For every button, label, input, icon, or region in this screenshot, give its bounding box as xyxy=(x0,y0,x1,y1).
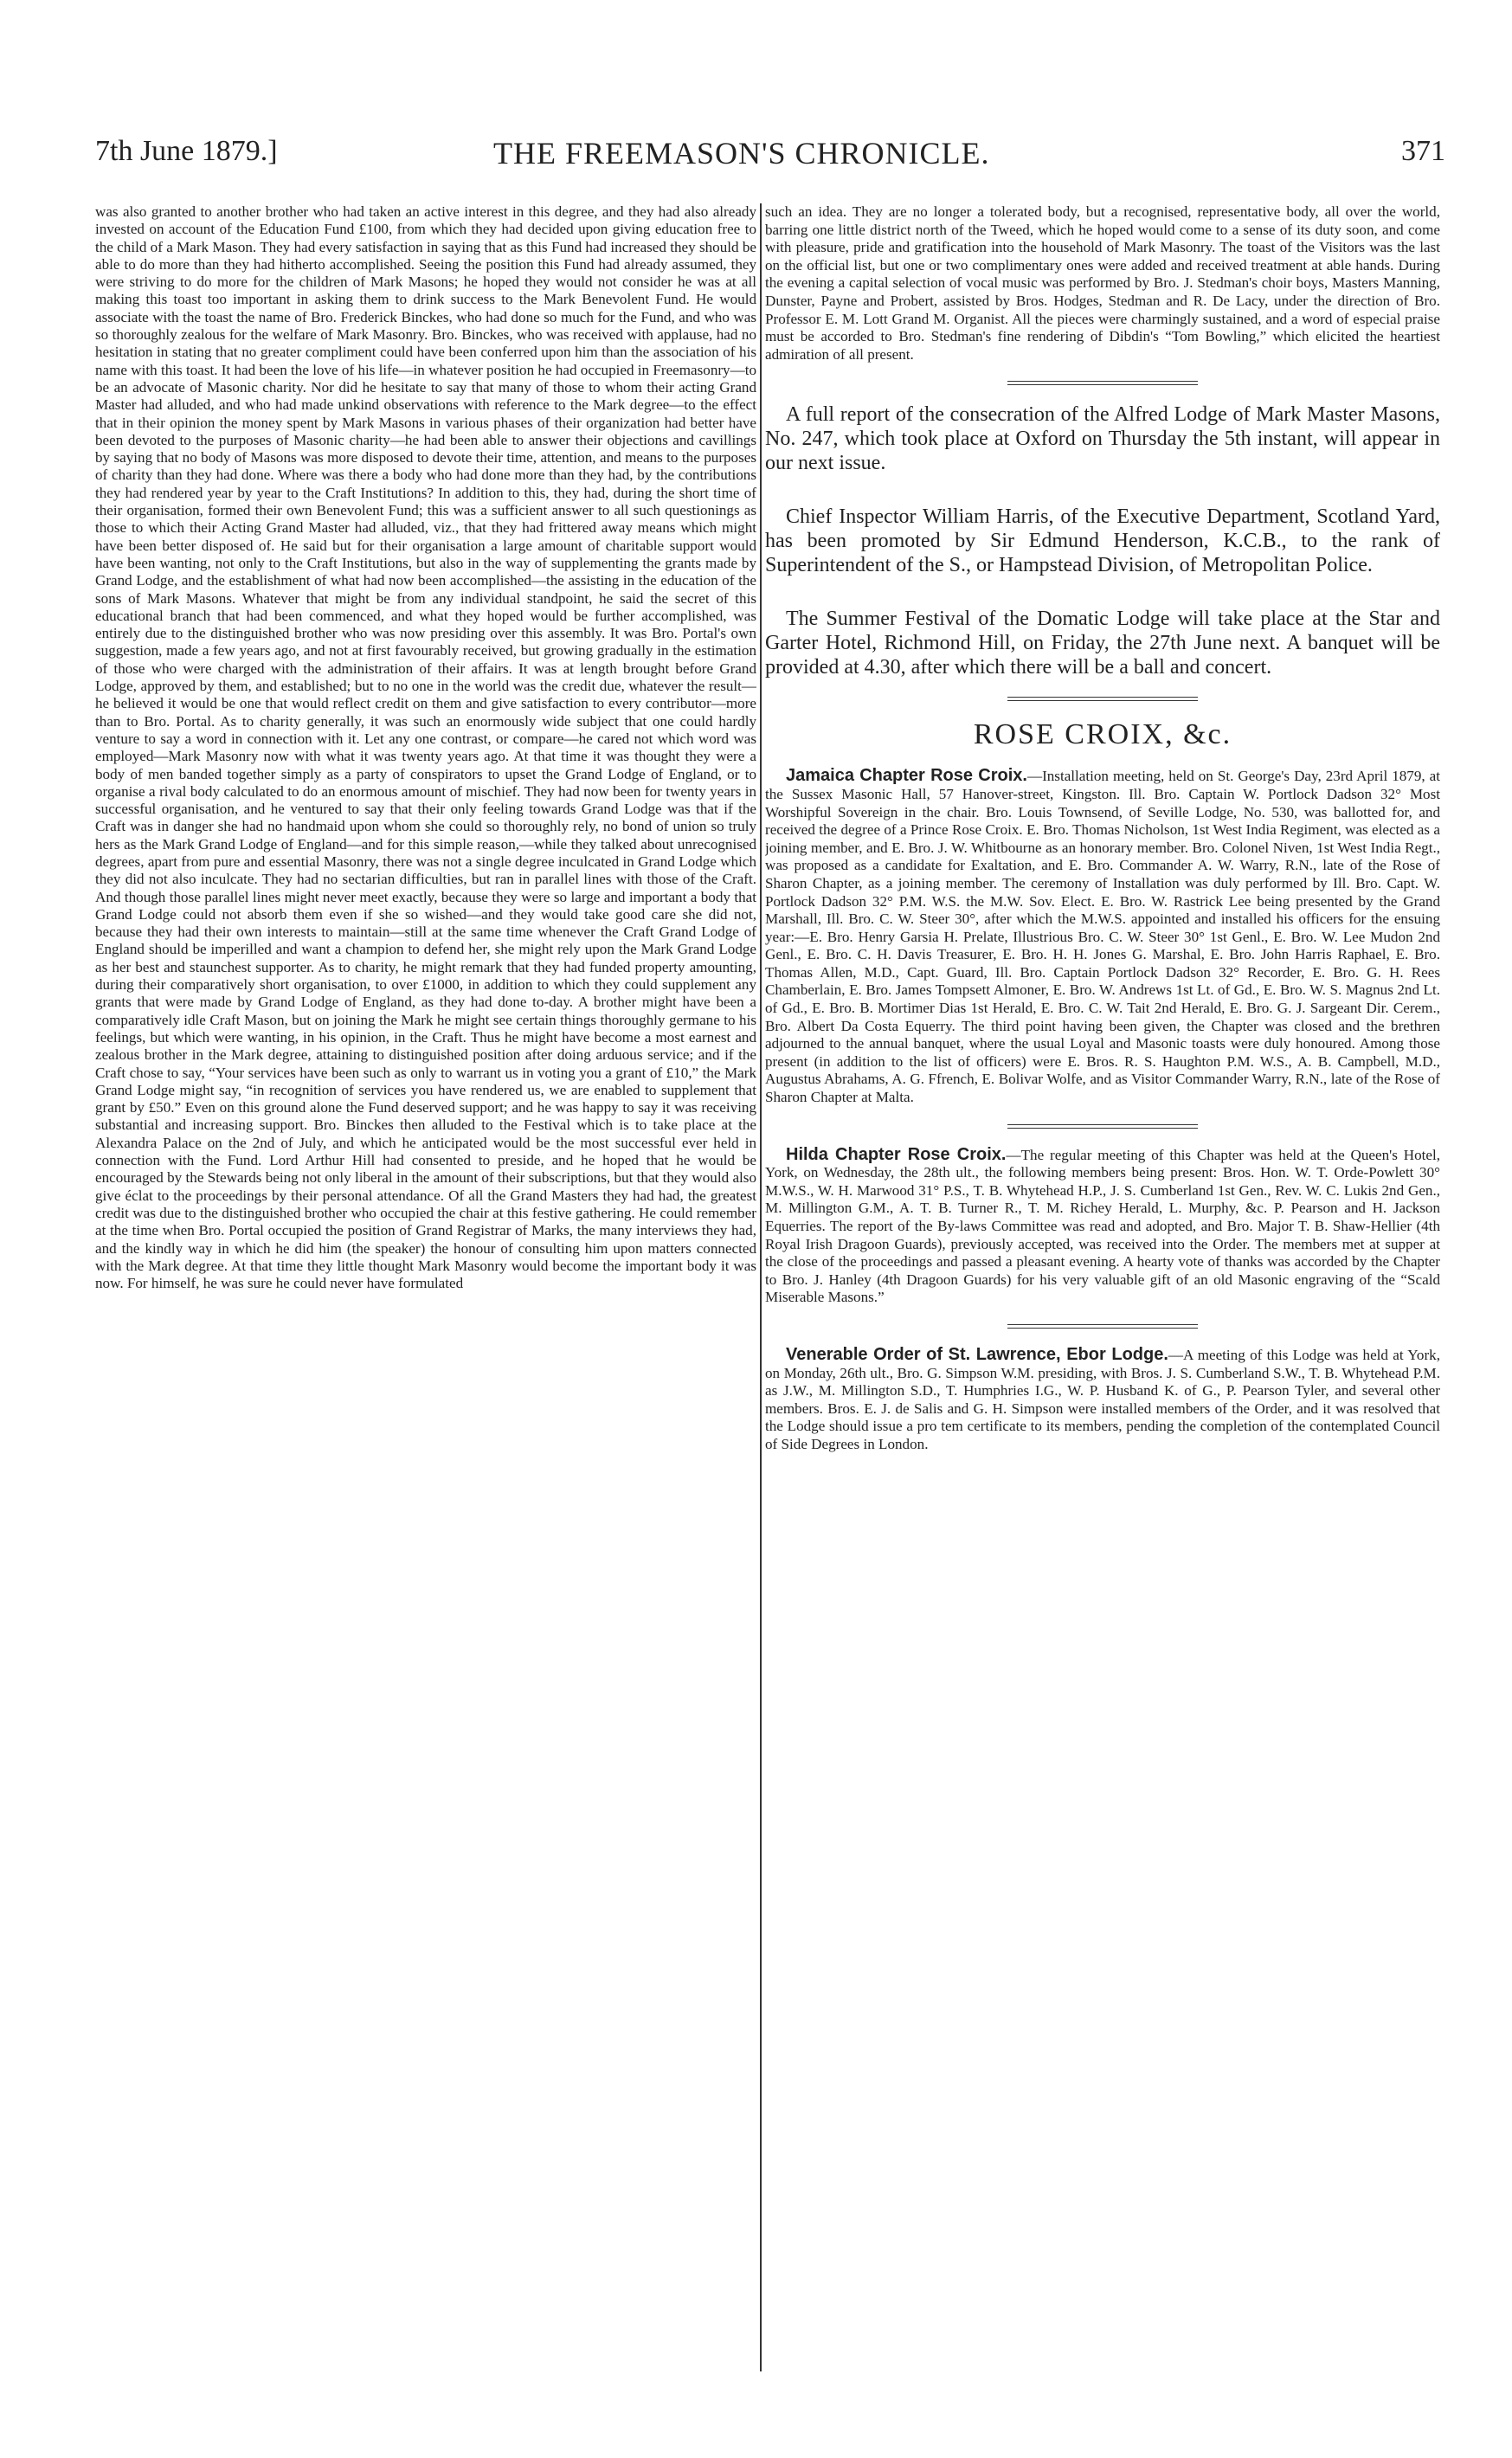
continuation-paragraph: such an idea. They are no longer a tolerated body, but a recognised, representative body, all over the world, barring one little district north of the Tweed, which he hoped would come to a sense of its duty soon, and come with pleasure, pride and gratification into the household of Mark Masonry. The toast of the Visitors was the last on the official list, but one or two complimentary ones were added and received treatment at able hands. During the evening a capital selection of vocal music was performed by Bro. J. Stedman's choir boys, Masters Manning, Dunster, Payne and Probert, assisted by Bros. Hodges, Stedman and R. De Lacy, under the direction of Bro. Professor E. M. Lott Grand M. Organist. All the pieces were charmingly sustained, and a word of especial praise must be accorded to Bro. Stedman's fine rendering of Dibdin's “Tom Bowling,” which elicited the heartiest admiration of all present. xyxy=(765,203,1440,363)
left-column xyxy=(95,203,756,2376)
report-st-lawrence xyxy=(765,1346,1440,1454)
spacer xyxy=(765,577,1440,607)
report-hilda-chapter xyxy=(765,1146,1440,1307)
issue-date: 7th June 1879.] xyxy=(95,135,278,167)
report-body: —The regular meeting of this Chapter was held at the Queen's Hotel, York, on Wednesday, the 28th ult., the following members being present: Bros. Hon. W. T. Orde-Powlett 30° M.W.S., W. H. Marwood 31° P.S., T. B. Whytehead H.P., J. S. Cumberland 1st Gen., Rev. W. C. Lukis 2nd Gen., M. Millington G.M., A. T. B. Turner R., T. M. Richey Herald, L. Murphy, &c. P. Pearson and H. Jackson Equerries. The report of the By-laws Committee was read and adopted, and Bro. Major T. B. Shaw-Hellier (4th Royal Irish Dragoon Guards), previously accepted, was received into the Order. The members met at supper at the close of the proceedings and passed a pleasant evening. A hearty vote of thanks was accorded by the Chapter to Bro. J. Hanley (4th Dragoon Guards) for his very valuable gift of an old Masonic engraving of the “Scald Miserable Masons.” xyxy=(765,1146,1440,1306)
notice-inspector-harris: Chief Inspector William Harris, of the Executive Department, Scotland Yard, has been promoted by Sir Edmund Henderson, K.C.B., to the rank of Superintendent of the S., or Hampstead Division, of Metropolitan Police. xyxy=(765,505,1440,577)
spacer xyxy=(765,475,1440,505)
notice-domatic-lodge: The Summer Festival of the Domatic Lodge will take place at the Star and Garter Hotel, Richmond Hill, on Friday, the 27th June next. A banquet will be provided at 4.30, after which there will be a ball and concert. xyxy=(765,608,1440,679)
report-heading: Jamaica Chapter Rose Croix. xyxy=(786,766,1027,786)
section-divider xyxy=(1007,381,1198,385)
right-column xyxy=(765,203,1440,2376)
notice-alfred-lodge: A full report of the consecration of the Alfred Lodge of Mark Master Masons, No. 247, which took place at Oxford on Thursday the 5th instant, will appear in our next issue. xyxy=(765,403,1440,475)
section-divider xyxy=(1007,1124,1198,1129)
column-divider xyxy=(760,203,762,2371)
section-divider xyxy=(1007,1324,1198,1329)
report-heading: Venerable Order of St. Lawrence, Ebor Lodge. xyxy=(786,1344,1168,1364)
section-heading-rose-croix: ROSE CROIX, &c. xyxy=(973,718,1232,751)
report-jamaica-chapter xyxy=(765,767,1440,1106)
page-number: 371 xyxy=(1401,135,1445,167)
left-column-text: was also granted to another brother who had taken an active interest in this degree, and they had also already invested on account of the Education Fund £100, from which they had decided upon giving education free to the child of a Mark Mason. They had every satisfaction in saying that as this Fund had increased they should be able to do more than they had hitherto accomplished. Seeing the position this Fund had already assumed, they were striving to do more for the children of Mark Masons; he hoped they would not consider he was at all making this toast too important in asking them to drink success to the Mark Benevolent Fund. He would associate with the toast the name of Bro. Frederick Binckes, who had done so much for the Fund, and who was so thoroughly zealous for the welfare of Mark Masonry. Bro. Binckes, who was received with applause, had no hesitation in stating that no greater compliment could have been conferred upon him than the association of his name with this toast. It had been the love of his life—in whatever position he had occupied in Freemasonry—to be an advocate of Masonic charity. Nor did he hesitate to say that many of those to whom their acting Grand Master had alluded, and who had made unkind observations with reference to the Mark degree—to the effect that in their opinion the money spent by Mark Masons in various phases of their organization had better have been devoted to the purposes of Masonic charity—he had been able to answer their objections and cavillings by saying that no body of Masons was more disposed to devote their time, attention, and means to the purposes of charity than they had done. Where was there a body who had done more than they had, by the contributions they had rendered year by year to the Craft Institutions? In addition to this, they had, during the short time of their organisation, formed their own Benevolent Fund; this was a sufficient answer to all such questionings as those to which their Acting Grand Master had alluded, viz., that they had frittered away means which might have been better disposed of. He said but for their organisation a large amount of charitable support would have been wanting, not only to the Craft Institutions, but also in the way of supplementing the grants made by Grand Lodge, and the establishment of what had now been accomplished—the assisting in the education of the sons of Mark Masons. Whatever that might be from any individual standpoint, he said the secret of this educational branch that had been commenced, and what they hoped would be further accomplished, was entirely due to the distinguished brother who was now presiding over this assembly. It was Bro. Portal's own suggestion, made a few years ago, and not at first favourably received, but growing gradually in the estimation of those who were charged with the administration of their affairs. It was at length brought before Grand Lodge, approved by them, and established; but to no one in the world was the credit due, whatever the result—he believed it would be one that would reflect credit on them and give satisfaction to every contributor—more than to Bro. Portal. As to charity generally, it was such an enormously wide subject that one could hardly venture to say a word in connection with it. Let any one contrast, or compare—he cared not which word was employed—Mark Masonry now with what it was twenty years ago. At that time it was thought they were a body of men banded together simply as a party of conspirators to upset the Grand Lodge of England, or to organise a rival body calculated to do an enormous amount of mischief. They had now been for twenty years in successful organisation, and he ventured to say that their only feeling towards Grand Lodge was that if the Craft was in danger she had no handmaid upon whom she could so thoroughly rely, no bond of union so truly hers as the Mark Grand Lodge of England—and for this simple reason,—while they talked about unrecognised degrees, apart from pure and essential Masonry, there was not a single degree inculcated in Grand Lodge which they did not also inculcate. They had no sectarian difficulties, but ran in parallel lines with those of the Craft. And though those parallel lines might never meet exactly, because they were so large and important a body that Grand Lodge could not absorb them even if she so wished—and they would take good care she did not, because they had their own interests to maintain—still at the same time whenever the Craft Grand Lodge of England should be imperilled and want a champion to defend her, she might rely upon the Mark Grand Lodge as her best and staunchest supporter. As to charity, he might remark that they had funded property amounting, during their comparatively short organisation, to over £1000, in addition to which they could supplement any grants that were made by Grand Lodge of England, as they had done to-day. A brother might have been a comparatively idle Craft Mason, but on joining the Mark he might see certain things thoroughly germane to his feelings, but which were wanting, in his opinion, in the Craft. Thus he might have become a most earnest and zealous brother in the Mark degree, attaining to distinguished position after doing arduous service; and if the Craft chose to say, “Your services have been such as only to warrant us in voting you a grant of £10,” the Mark Grand Lodge might say, “in recognition of services you have rendered us, we are enabled to supplement that grant by £50.” Even on this ground alone the Fund deserved support; and he was happy to say it was receiving substantial and increasing support. Bro. Binckes then alluded to the Festival which is to take place at the Alexandra Palace on the 2nd of July, and which he anticipated would be the most successful ever held in connection with the Fund. Lord Arthur Hill had consented to preside, and he hoped that he would be encouraged by the Stewards being not only liberal in the amount of their subscriptions, but that they would also give éclat to the proceedings by their personal attendance. Of all the Grand Masters they had had, the greatest credit was due to the distinguished brother who occupied the chair at this festive gathering. He could remember at the time when Bro. Portal occupied the position of Grand Registrar of Marks, the many interviews they had, and the kindly way in which he did him (the speaker) the honour of consulting him upon matters connected with the Mark degree. At that time they little thought Mark Masonry would become the important body it was now. For himself, he was sure he could never have formulated xyxy=(95,203,756,1292)
report-body: —Installation meeting, held on St. George's Day, 23rd April 1879, at the Sussex Masonic Hall, 57 Hanover-street, Kingston. Ill. Bro. Captain W. Portlock Dadson 32° Most Worshipful Sovereign in the chair. Bro. Louis Townsend, of Seville Lodge, No. 530, was ballotted for, and received the degree of a Prince Rose Croix. E. Bro. Thomas Nicholson, 1st West India Regiment, was elected as a joining member, and E. Bro. J. W. Whitbourne as an honorary member. Bro. Colonel Niven, 1st West India Regt., was proposed as a candidate for Exaltation, and E. Bro. Commander A. W. Warry, R.N., late of the Rose of Sharon Chapter, as a joining member. The ceremony of Installation was duly performed by Ill. Bro. Capt. W. Portlock Dadson 32° P.M. W.S. the M.W. Sov. Elect. E. Bro. W. Rastrick Lee being presented by the Grand Marshall, Ill. Bro. C. W. Steer 30°, after which the M.W.S. appointed and installed his officers for the ensuing year:—E. Bro. Henry Garsia H. Prelate, Illustrious Bro. C. W. Steer 30° 1st Genl., E. Bro. W. Lee Mudon 2nd Genl., E. Bro. C. H. Davis Treasurer, E. Bro. H. H. Jones G. Marshal, E. Bro. John Harris Raphael, E. Bro. Thomas Allen, M.D., Capt. Guard, Ill. Bro. Captain Portlock Dadson 32° Recorder, E. Bro. G. H. Rees Chamberlain, E. Bro. James Tompsett Almoner, E. Bro. W. Andrews 1st Lt. of Gd., E. Bro. W. S. Magnus 2nd Lt. of Gd., E. Bro. B. Mortimer Dias 1st Herald, E. Bro. C. W. Tait 2nd Herald, E. Bro. G. J. Sargeant Dir. Cerem., Bro. Albert Da Costa Equerry. The third point having been given, the Chapter was closed and the brethren adjourned to the annual banquet, where the usual Loyal and Masonic toasts were duly honoured. Among those present (in addition to the list of officers) were E. Bros. R. S. Haughton P.M. W.S., A. B. Campbell, M.D., Augustus Abrahams, A. G. Ffrench, E. Bolivar Wolfe, and as Visitor Commander Warry, R.N., late of the Rose of Sharon Chapter at Malta. xyxy=(765,768,1440,1106)
running-header xyxy=(95,135,1445,187)
report-heading: Hilda Chapter Rose Croix. xyxy=(786,1144,1007,1164)
report-body: —A meeting of this Lodge was held at York, on Monday, 26th ult., Bro. G. Simpson W.M. presiding, with Bros. J. S. Cumberland S.W., T. B. Whytehead P.M. as J.W., M. Millington S.D., T. Humphries I.G., W. P. Husband K. of G., P. Pearson Tyler, and several other members. Bros. E. J. de Salis and G. H. Simpson were installed members of the Order, and it was resolved that the Lodge should issue a pro tem certificate to its members, pending the completion of the contemplated Council of Side Degrees in London. xyxy=(765,1346,1440,1452)
journal-title: THE FREEMASON'S CHRONICLE. xyxy=(493,136,990,171)
section-divider xyxy=(1007,697,1198,701)
